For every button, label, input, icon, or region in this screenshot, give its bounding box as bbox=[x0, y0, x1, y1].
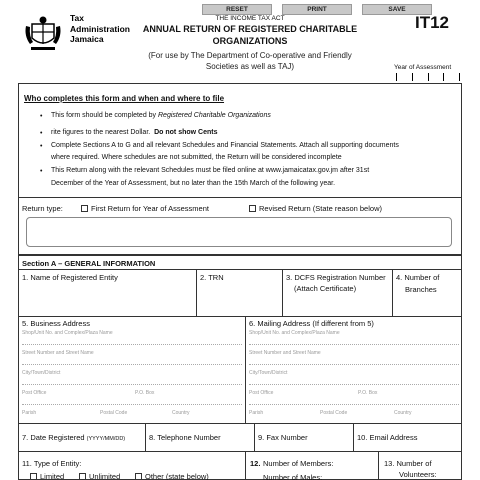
section-a-title: Section A – GENERAL INFORMATION bbox=[22, 259, 156, 268]
date-registered-label-text: 7. Date Registered bbox=[22, 433, 85, 442]
business-address-field[interactable] bbox=[22, 330, 242, 420]
business-country-hint: Country bbox=[172, 410, 190, 416]
volunteers-label-line2: Volunteers: bbox=[399, 470, 437, 479]
business-pobox-hint: P.O. Box bbox=[135, 390, 155, 396]
volunteers-label: 13. Number of bbox=[384, 459, 432, 468]
dcfs-number-label: 3. DCFS Registration Number bbox=[286, 273, 386, 282]
mailing-parish-hint: Parish bbox=[249, 410, 264, 416]
business-parish-hint: Parish bbox=[22, 410, 37, 416]
form-subtitle bbox=[140, 50, 360, 72]
instructions-title: Who completes this form and when and where to file bbox=[24, 94, 225, 103]
bullet-icon: • bbox=[40, 113, 43, 120]
business-shop-hint: Shop/Unit No. and Complex/Plaza Name bbox=[22, 330, 113, 336]
revised-reason-field[interactable] bbox=[26, 217, 452, 247]
entity-name-field[interactable] bbox=[22, 295, 192, 313]
mailing-address-field[interactable] bbox=[249, 330, 459, 420]
fax-label: 9. Fax Number bbox=[258, 433, 308, 442]
branches-label: 4. Number of bbox=[396, 273, 440, 282]
dcfs-certificate-note: (Attach Certificate) bbox=[294, 284, 357, 293]
entity-name-label: 1. Name of Registered Entity bbox=[22, 273, 118, 282]
other-checkbox[interactable] bbox=[135, 473, 142, 480]
instruction-item: rite figures to the nearest Dollar. Do not show Cents bbox=[51, 129, 218, 136]
bullet-icon: • bbox=[40, 130, 43, 137]
agency-name bbox=[70, 13, 130, 45]
date-format-hint: (YYYY/MM/DD) bbox=[86, 436, 126, 442]
mailing-shop-hint: Shop/Unit No. and Complex/Plaza Name bbox=[249, 330, 340, 336]
mailing-post-office-hint: Post Office bbox=[249, 390, 274, 396]
date-registered-field[interactable] bbox=[22, 443, 142, 450]
telephone-field[interactable] bbox=[149, 443, 249, 450]
form-title bbox=[140, 23, 360, 47]
print-button[interactable]: PRINT bbox=[282, 4, 352, 15]
year-of-assessment-input[interactable] bbox=[396, 73, 460, 81]
other-label: Other (state below) bbox=[145, 472, 209, 480]
bullet-icon: • bbox=[40, 143, 43, 150]
instruction-item: This form should be completed by Registered Charitable Organizations bbox=[51, 112, 271, 119]
form-title-line: ANNUAL RETURN OF REGISTERED CHARITABLE bbox=[142, 24, 358, 34]
act-name: THE INCOME TAX ACT bbox=[215, 15, 285, 22]
business-postal-hint: Postal Code bbox=[100, 410, 128, 416]
email-label: 10. Email Address bbox=[357, 433, 418, 442]
first-return-label: First Return for Year of Assessment bbox=[91, 204, 209, 213]
instruction-item: Complete Sections A to G and all relevant Schedules and Financial Statements. Attach all supporting documents bbox=[51, 142, 399, 149]
telephone-label: 8. Telephone Number bbox=[149, 433, 221, 442]
limited-label: Limited bbox=[40, 472, 65, 480]
business-address-label: 5. Business Address bbox=[22, 319, 90, 328]
agency-line: Tax bbox=[70, 13, 85, 23]
mailing-postal-hint: Postal Code bbox=[320, 410, 348, 416]
form-title-line: ORGANIZATIONS bbox=[212, 36, 288, 46]
return-type-label: Return type: bbox=[22, 204, 63, 213]
business-street-hint: Street Number and Street Name bbox=[22, 350, 94, 356]
males-label: Number of Males: bbox=[263, 473, 323, 480]
trn-label: 2. TRN bbox=[200, 273, 224, 282]
form-subtitle-line: (For use by The Department of Co-operative and Friendly bbox=[148, 51, 352, 60]
limited-checkbox[interactable] bbox=[30, 473, 37, 480]
mailing-street-hint: Street Number and Street Name bbox=[249, 350, 321, 356]
bullet-icon: • bbox=[40, 168, 43, 175]
mailing-city-hint: City/Town/District bbox=[249, 370, 288, 376]
form-code: IT12 bbox=[415, 13, 450, 32]
agency-line: Jamaica bbox=[70, 34, 104, 44]
members-label: Number of Members: bbox=[263, 459, 334, 468]
unlimited-label: Unlimited bbox=[89, 472, 121, 480]
jamaica-coat-of-arms-icon bbox=[22, 12, 64, 54]
members-number: 12. bbox=[250, 459, 261, 468]
year-of-assessment-label: Year of Assessment bbox=[394, 64, 452, 71]
instruction-item: where required. Where schedules are not submitted, the Return will be considered incomplete bbox=[51, 154, 342, 161]
instruction-item: This Return along with the relevant Schedules must be filed online at www.jamaicatax.gov.jm after 31st bbox=[51, 167, 370, 174]
mailing-pobox-hint: P.O. Box bbox=[358, 390, 378, 396]
entity-type-label: 11. Type of Entity: bbox=[22, 459, 82, 468]
revised-return-label: Revised Return (State reason below) bbox=[259, 204, 382, 213]
unlimited-checkbox[interactable] bbox=[79, 473, 86, 480]
branches-field[interactable] bbox=[396, 297, 458, 313]
email-field[interactable] bbox=[357, 443, 459, 450]
instruction-item: December of the Year of Assessment, but no later than the 15th March of the following year. bbox=[51, 180, 336, 187]
dcfs-number-field[interactable] bbox=[286, 297, 388, 313]
form-subtitle-line: Societies as well as TAJ) bbox=[205, 62, 295, 71]
fax-field[interactable] bbox=[258, 443, 350, 450]
reset-button[interactable]: RESET bbox=[202, 4, 272, 15]
mailing-country-hint: Country bbox=[394, 410, 412, 416]
save-button[interactable]: SAVE bbox=[362, 4, 432, 15]
mailing-address-label: 6. Mailing Address (If different from 5) bbox=[249, 319, 374, 328]
business-city-hint: City/Town/District bbox=[22, 370, 61, 376]
business-post-office-hint: Post Office bbox=[22, 390, 47, 396]
branches-label-line2: Branches bbox=[405, 285, 437, 294]
first-return-checkbox[interactable] bbox=[81, 205, 88, 212]
trn-field[interactable] bbox=[200, 295, 278, 313]
revised-return-checkbox[interactable] bbox=[249, 205, 256, 212]
agency-line: Administration bbox=[70, 23, 130, 34]
